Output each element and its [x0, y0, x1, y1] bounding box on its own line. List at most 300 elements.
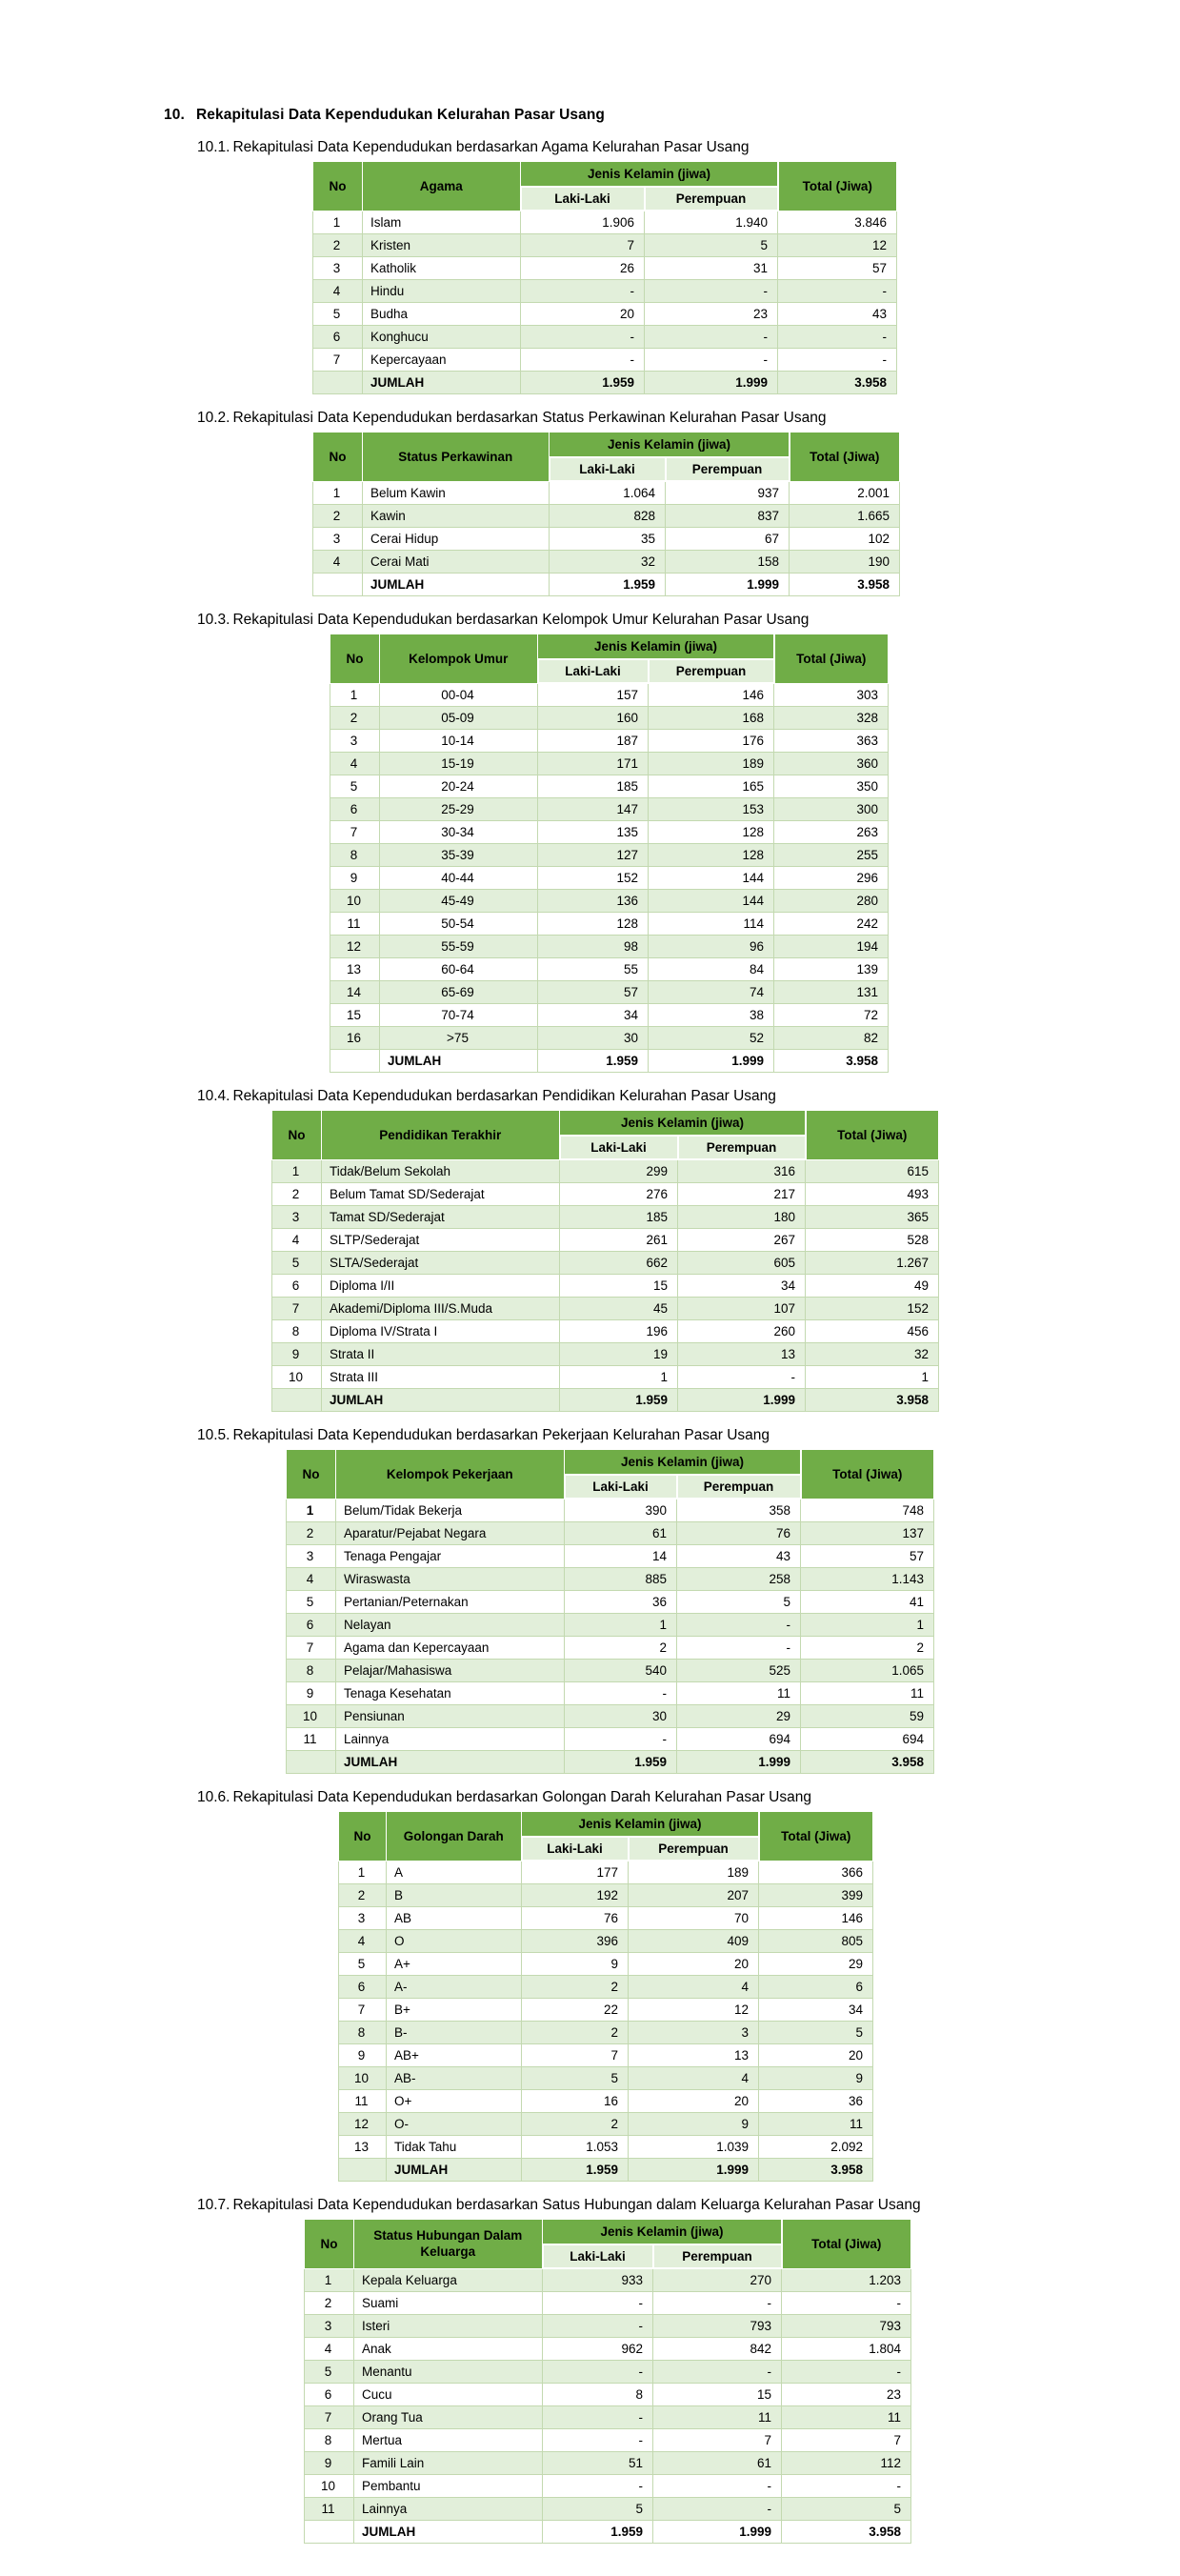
table-row — [330, 844, 889, 867]
sum-row — [287, 1751, 934, 1774]
cell-total: 328 — [774, 707, 889, 730]
section-title-text: Rekapitulasi Data Kependudukan berdasarkan Status Perkawinan Kelurahan Pasar Usang — [232, 410, 827, 426]
cell-no: 7 — [330, 821, 380, 844]
cell-no: 11 — [305, 2498, 354, 2521]
column-header-female: Perempuan — [645, 187, 778, 211]
table-row — [287, 1545, 934, 1568]
cell-no: 3 — [272, 1206, 322, 1229]
data-table-10.7 — [304, 2219, 911, 2544]
cell-no: 3 — [339, 1907, 387, 1930]
cell-male: - — [565, 1682, 677, 1705]
cell-label: 20-24 — [380, 775, 538, 798]
section-10.7 — [0, 2197, 1180, 2544]
cell-label: Pembantu — [354, 2475, 543, 2498]
sum-total: 3.958 — [778, 372, 897, 394]
table-row — [287, 1568, 934, 1591]
cell-no: 5 — [339, 1953, 387, 1976]
table-row — [339, 1999, 873, 2022]
column-header-total: Total (Jiwa) — [759, 1812, 873, 1862]
table-row — [287, 1614, 934, 1637]
data-table-10.6 — [338, 1811, 873, 2182]
cell-male: 187 — [538, 730, 649, 753]
sum-female: 1.999 — [649, 1050, 774, 1073]
sum-male: 1.959 — [543, 2521, 653, 2544]
table-row — [339, 2067, 873, 2090]
cell-male: 57 — [538, 981, 649, 1004]
cell-total: 29 — [759, 1953, 873, 1976]
cell-label: Budha — [363, 303, 521, 326]
cell-label: Anak — [354, 2338, 543, 2361]
cell-label: Belum Kawin — [363, 481, 550, 505]
cell-female: 76 — [677, 1522, 801, 1545]
cell-female: 525 — [677, 1660, 801, 1682]
cell-no: 11 — [339, 2090, 387, 2113]
cell-total: 59 — [801, 1705, 934, 1728]
table-row — [330, 1004, 889, 1027]
cell-female: 5 — [645, 234, 778, 257]
cell-label: Kepala Keluarga — [354, 2268, 543, 2292]
cell-no: 1 — [305, 2268, 354, 2292]
cell-no: 3 — [287, 1545, 336, 1568]
sum-cell-no-empty — [313, 574, 363, 596]
cell-female: 11 — [677, 1682, 801, 1705]
cell-label: Aparatur/Pejabat Negara — [336, 1522, 565, 1545]
table-row — [272, 1343, 939, 1366]
cell-label: SLTP/Sederajat — [322, 1229, 560, 1252]
cell-male: 1.906 — [521, 211, 645, 234]
section-10.5 — [0, 1427, 1180, 1774]
table-row — [272, 1183, 939, 1206]
cell-total: 363 — [774, 730, 889, 753]
cell-label: Pensiunan — [336, 1705, 565, 1728]
cell-female: 7 — [653, 2429, 782, 2452]
section-title-number: 10.2. — [197, 410, 230, 426]
cell-total: 152 — [806, 1298, 939, 1320]
cell-male: 185 — [560, 1206, 678, 1229]
cell-total: 748 — [801, 1499, 934, 1522]
cell-no: 3 — [313, 257, 363, 280]
cell-male: 127 — [538, 844, 649, 867]
cell-male: 1 — [565, 1614, 677, 1637]
cell-no: 6 — [272, 1275, 322, 1298]
cell-male: 16 — [522, 2090, 629, 2113]
table-row — [305, 2292, 911, 2315]
cell-male: 36 — [565, 1591, 677, 1614]
section-title-text: Rekapitulasi Data Kependudukan berdasarkan Agama Kelurahan Pasar Usang — [232, 139, 750, 155]
cell-male: 396 — [522, 1930, 629, 1953]
sum-male: 1.959 — [521, 372, 645, 394]
cell-no: 12 — [339, 2113, 387, 2136]
cell-no: 8 — [330, 844, 380, 867]
cell-male: 2 — [565, 1637, 677, 1660]
cell-no: 2 — [287, 1522, 336, 1545]
cell-no: 2 — [330, 707, 380, 730]
cell-total: 366 — [759, 1861, 873, 1884]
cell-total: 112 — [782, 2452, 911, 2475]
cell-female: - — [677, 1637, 801, 1660]
sum-cell-no-empty — [287, 1751, 336, 1774]
cell-total: 57 — [778, 257, 897, 280]
cell-male: 962 — [543, 2338, 653, 2361]
cell-no: 8 — [272, 1320, 322, 1343]
column-header-no: No — [330, 634, 380, 684]
table-row — [339, 2113, 873, 2136]
cell-no: 9 — [287, 1682, 336, 1705]
cell-no: 7 — [272, 1298, 322, 1320]
table-row — [287, 1660, 934, 1682]
cell-total: 456 — [806, 1320, 939, 1343]
table-row — [330, 913, 889, 936]
cell-male: 135 — [538, 821, 649, 844]
sum-label: JUMLAH — [336, 1751, 565, 1774]
cell-male: 14 — [565, 1545, 677, 1568]
page-title-text: Rekapitulasi Data Kependudukan Kelurahan Pasar Usang — [196, 107, 605, 123]
cell-no: 6 — [313, 326, 363, 349]
cell-female: 267 — [678, 1229, 806, 1252]
column-header-total: Total (Jiwa) — [806, 1111, 939, 1160]
cell-label: 65-69 — [380, 981, 538, 1004]
table-sections — [0, 139, 1180, 2544]
cell-total: - — [782, 2475, 911, 2498]
column-header-no: No — [313, 162, 363, 211]
cell-male: 5 — [522, 2067, 629, 2090]
cell-female: 937 — [666, 481, 790, 505]
column-header-label: Golongan Darah — [387, 1812, 522, 1862]
table-body — [330, 683, 889, 1073]
sum-male: 1.959 — [550, 574, 666, 596]
sum-total: 3.958 — [801, 1751, 934, 1774]
sum-cell-no-empty — [313, 372, 363, 394]
cell-label: 55-59 — [380, 936, 538, 958]
cell-male: 9 — [522, 1953, 629, 1976]
cell-total: 805 — [759, 1930, 873, 1953]
table-row — [272, 1159, 939, 1183]
cell-total: 32 — [806, 1343, 939, 1366]
cell-female: 158 — [666, 551, 790, 574]
table-row — [305, 2475, 911, 2498]
cell-female: - — [645, 326, 778, 349]
cell-female: 176 — [649, 730, 774, 753]
table-row — [305, 2338, 911, 2361]
cell-label: A+ — [387, 1953, 522, 1976]
table-row — [313, 280, 897, 303]
cell-total: 41 — [801, 1591, 934, 1614]
cell-no: 4 — [313, 280, 363, 303]
cell-label: 10-14 — [380, 730, 538, 753]
cell-female: 29 — [677, 1705, 801, 1728]
sum-female: 1.999 — [629, 2159, 759, 2182]
cell-total: 296 — [774, 867, 889, 890]
cell-no: 10 — [287, 1705, 336, 1728]
column-header-label: Pendidikan Terakhir — [322, 1111, 560, 1160]
cell-label: Diploma IV/Strata I — [322, 1320, 560, 1343]
cell-total: 139 — [774, 958, 889, 981]
cell-total: 1 — [801, 1614, 934, 1637]
cell-female: 207 — [629, 1884, 759, 1907]
column-header-total: Total (Jiwa) — [801, 1450, 934, 1499]
cell-female: 168 — [649, 707, 774, 730]
cell-no: 4 — [287, 1568, 336, 1591]
cell-male: 1.053 — [522, 2136, 629, 2159]
cell-total: 20 — [759, 2044, 873, 2067]
data-table-10.5 — [286, 1449, 934, 1774]
cell-label: Tidak Tahu — [387, 2136, 522, 2159]
cell-no: 1 — [313, 211, 363, 234]
section-title — [197, 612, 1180, 629]
cell-female: 12 — [629, 1999, 759, 2022]
section-title-number: 10.6. — [197, 1789, 230, 1805]
data-table-10.4 — [271, 1110, 939, 1412]
table-row — [313, 234, 897, 257]
table-row — [339, 2136, 873, 2159]
table-row — [272, 1298, 939, 1320]
cell-male: 540 — [565, 1660, 677, 1682]
cell-male: 26 — [521, 257, 645, 280]
column-header-gender-group: Jenis Kelamin (jiwa) — [565, 1450, 801, 1476]
cell-female: - — [653, 2498, 782, 2521]
cell-male: - — [543, 2315, 653, 2338]
sum-row — [313, 574, 900, 596]
column-header-no: No — [313, 433, 363, 482]
table-body — [287, 1499, 934, 1774]
section-title-number: 10.1. — [197, 139, 230, 155]
cell-male: 20 — [521, 303, 645, 326]
sum-male: 1.959 — [560, 1389, 678, 1412]
section-title-text: Rekapitulasi Data Kependudukan berdasarkan Golongan Darah Kelurahan Pasar Usang — [232, 1789, 811, 1805]
section-title-text: Rekapitulasi Data Kependudukan berdasarkan Pekerjaan Kelurahan Pasar Usang — [232, 1427, 770, 1443]
column-header-label: Status Perkawinan — [363, 433, 550, 482]
cell-male: 76 — [522, 1907, 629, 1930]
cell-male: 19 — [560, 1343, 678, 1366]
cell-female: 20 — [629, 1953, 759, 1976]
section-title-text: Rekapitulasi Data Kependudukan berdasarkan Pendidikan Kelurahan Pasar Usang — [232, 1088, 776, 1104]
table-row — [330, 683, 889, 707]
section-title-number: 10.7. — [197, 2197, 230, 2213]
cell-total: 615 — [806, 1159, 939, 1183]
table-row — [272, 1366, 939, 1389]
cell-female: 842 — [653, 2338, 782, 2361]
cell-no: 9 — [339, 2044, 387, 2067]
table-row — [305, 2384, 911, 2406]
table-row — [287, 1705, 934, 1728]
cell-male: 35 — [550, 528, 666, 551]
cell-female: 146 — [649, 683, 774, 707]
cell-label: Katholik — [363, 257, 521, 280]
table-row — [339, 2044, 873, 2067]
cell-male: 147 — [538, 798, 649, 821]
cell-male: 152 — [538, 867, 649, 890]
cell-female: - — [677, 1614, 801, 1637]
column-header-gender-group: Jenis Kelamin (jiwa) — [522, 1812, 759, 1838]
column-header-label: Agama — [363, 162, 521, 211]
column-header-female: Perempuan — [677, 1475, 801, 1499]
header-row-1 — [287, 1450, 934, 1476]
table-header — [339, 1812, 873, 1862]
cell-total: 5 — [759, 2022, 873, 2044]
cell-no: 3 — [313, 528, 363, 551]
table-row — [287, 1499, 934, 1522]
cell-total: - — [782, 2292, 911, 2315]
sum-row — [305, 2521, 911, 2544]
table-row — [305, 2429, 911, 2452]
table-row — [313, 528, 900, 551]
cell-no: 8 — [305, 2429, 354, 2452]
cell-no: 5 — [287, 1591, 336, 1614]
table-row — [313, 326, 897, 349]
cell-label: Famili Lain — [354, 2452, 543, 2475]
cell-no: 4 — [313, 551, 363, 574]
section-title — [197, 1427, 1180, 1444]
sum-female: 1.999 — [666, 574, 790, 596]
cell-female: 694 — [677, 1728, 801, 1751]
cell-female: 165 — [649, 775, 774, 798]
column-header-no: No — [287, 1450, 336, 1499]
cell-total: 49 — [806, 1275, 939, 1298]
table-row — [272, 1229, 939, 1252]
cell-label: Wiraswasta — [336, 1568, 565, 1591]
cell-male: 1.064 — [550, 481, 666, 505]
section-title-number: 10.3. — [197, 612, 230, 628]
cell-male: 933 — [543, 2268, 653, 2292]
cell-male: 171 — [538, 753, 649, 775]
cell-label: 00-04 — [380, 683, 538, 707]
cell-total: 694 — [801, 1728, 934, 1751]
cell-total: 1.203 — [782, 2268, 911, 2292]
table-row — [272, 1206, 939, 1229]
cell-total: 12 — [778, 234, 897, 257]
cell-total: 6 — [759, 1976, 873, 1999]
cell-no: 10 — [339, 2067, 387, 2090]
column-header-total: Total (Jiwa) — [778, 162, 897, 211]
cell-total: 493 — [806, 1183, 939, 1206]
cell-no: 4 — [272, 1229, 322, 1252]
cell-male: 30 — [538, 1027, 649, 1050]
table-row — [272, 1320, 939, 1343]
cell-total: 7 — [782, 2429, 911, 2452]
cell-total: 1.065 — [801, 1660, 934, 1682]
column-header-no: No — [339, 1812, 387, 1862]
cell-male: - — [543, 2361, 653, 2384]
cell-no: 1 — [330, 683, 380, 707]
cell-no: 2 — [272, 1183, 322, 1206]
column-header-total: Total (Jiwa) — [782, 2220, 911, 2269]
cell-female: 13 — [629, 2044, 759, 2067]
cell-total: 137 — [801, 1522, 934, 1545]
table-row — [330, 958, 889, 981]
cell-male: 61 — [565, 1522, 677, 1545]
cell-male: 128 — [538, 913, 649, 936]
table-row — [305, 2361, 911, 2384]
column-header-female: Perempuan — [666, 457, 790, 481]
cell-male: 32 — [550, 551, 666, 574]
cell-label: O — [387, 1930, 522, 1953]
cell-male: 276 — [560, 1183, 678, 1206]
cell-male: - — [521, 326, 645, 349]
cell-total: 793 — [782, 2315, 911, 2338]
cell-male: 98 — [538, 936, 649, 958]
cell-label: AB — [387, 1907, 522, 1930]
sum-female: 1.999 — [678, 1389, 806, 1412]
cell-no: 10 — [330, 890, 380, 913]
section-title-text: Rekapitulasi Data Kependudukan berdasarkan Satus Hubungan dalam Keluarga Kelurahan Pasar Usang — [232, 2197, 921, 2213]
cell-label: AB+ — [387, 2044, 522, 2067]
table-row — [305, 2498, 911, 2521]
cell-female: - — [653, 2361, 782, 2384]
cell-label: O- — [387, 2113, 522, 2136]
cell-male: - — [521, 349, 645, 372]
cell-no: 6 — [305, 2384, 354, 2406]
cell-female: 358 — [677, 1499, 801, 1522]
cell-no: 2 — [305, 2292, 354, 2315]
section-title — [197, 2197, 1180, 2214]
column-header-total: Total (Jiwa) — [774, 634, 889, 684]
cell-female: 128 — [649, 844, 774, 867]
cell-no: 9 — [330, 867, 380, 890]
sum-label: JUMLAH — [354, 2521, 543, 2544]
cell-male: 5 — [543, 2498, 653, 2521]
cell-label: Islam — [363, 211, 521, 234]
table-body — [313, 211, 897, 394]
cell-label: Menantu — [354, 2361, 543, 2384]
table-row — [287, 1682, 934, 1705]
cell-female: 31 — [645, 257, 778, 280]
table-body — [272, 1159, 939, 1412]
table-row — [339, 1953, 873, 1976]
column-header-label: Status Hubungan Dalam Keluarga — [354, 2220, 543, 2269]
cell-total: 102 — [790, 528, 900, 551]
sum-cell-no-empty — [330, 1050, 380, 1073]
table-row — [330, 821, 889, 844]
cell-no: 5 — [330, 775, 380, 798]
cell-no: 9 — [305, 2452, 354, 2475]
cell-no: 2 — [313, 234, 363, 257]
table-row — [287, 1591, 934, 1614]
cell-male: 15 — [560, 1275, 678, 1298]
cell-label: 05-09 — [380, 707, 538, 730]
cell-total: 1.143 — [801, 1568, 934, 1591]
cell-label: Kepercayaan — [363, 349, 521, 372]
cell-female: 793 — [653, 2315, 782, 2338]
column-header-female: Perempuan — [653, 2244, 782, 2268]
cell-female: 4 — [629, 2067, 759, 2090]
sum-row — [313, 372, 897, 394]
cell-label: O+ — [387, 2090, 522, 2113]
cell-male: 7 — [521, 234, 645, 257]
cell-total: 303 — [774, 683, 889, 707]
sum-label: JUMLAH — [363, 574, 550, 596]
sum-male: 1.959 — [538, 1050, 649, 1073]
sum-row — [330, 1050, 889, 1073]
column-header-label: Kelompok Pekerjaan — [336, 1450, 565, 1499]
cell-female: 15 — [653, 2384, 782, 2406]
table-row — [305, 2268, 911, 2292]
cell-female: - — [653, 2475, 782, 2498]
cell-female: 96 — [649, 936, 774, 958]
section-title — [197, 1088, 1180, 1105]
column-header-female: Perempuan — [629, 1837, 759, 1861]
cell-label: Kawin — [363, 505, 550, 528]
cell-total: 72 — [774, 1004, 889, 1027]
sum-total: 3.958 — [782, 2521, 911, 2544]
cell-label: Hindu — [363, 280, 521, 303]
cell-label: Lainnya — [354, 2498, 543, 2521]
cell-total: 1.267 — [806, 1252, 939, 1275]
cell-total: 43 — [778, 303, 897, 326]
cell-female: 316 — [678, 1159, 806, 1183]
cell-male: 45 — [560, 1298, 678, 1320]
data-table-10.1 — [312, 161, 897, 394]
cell-label: Agama dan Kepercayaan — [336, 1637, 565, 1660]
